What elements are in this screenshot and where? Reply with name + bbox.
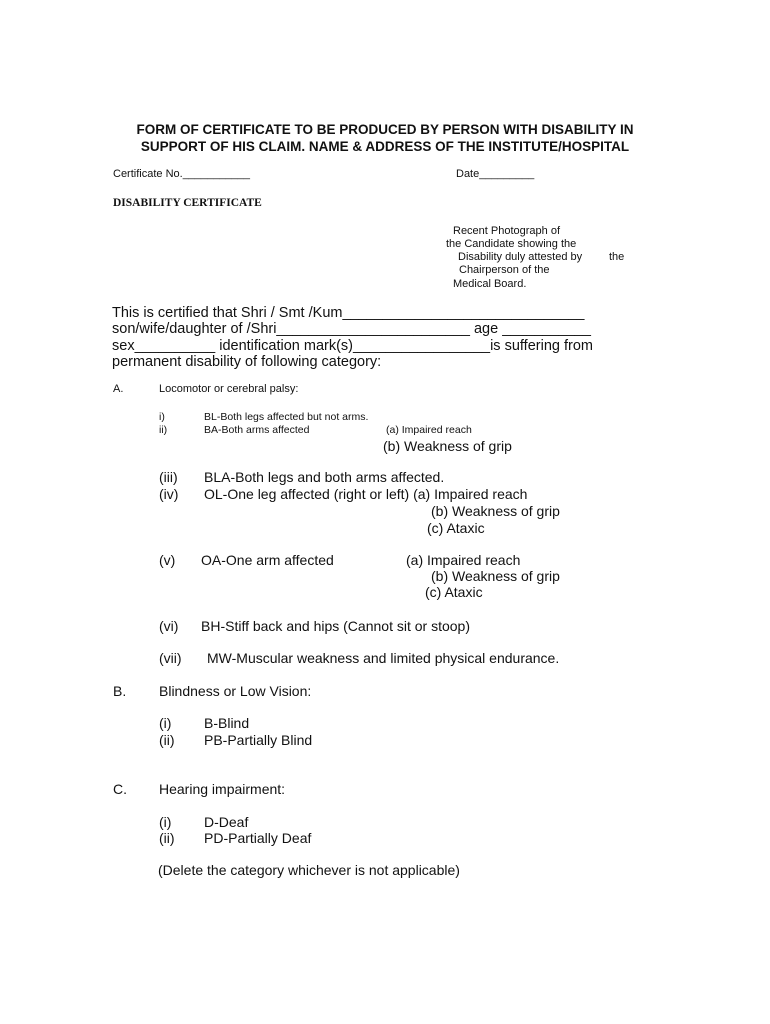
item-a-ii-number: ii) (159, 424, 168, 436)
item-a-v-text: OA-One arm affected (201, 552, 334, 568)
photo-note-line-1: Recent Photograph of (453, 225, 561, 237)
item-b-i-text: B-Blind (204, 715, 250, 731)
date-field: Date_________ (456, 168, 535, 180)
item-b-ii-number: (ii) (159, 732, 175, 748)
intro-line-4: permanent disability of following category: (112, 354, 382, 370)
document-title-line-1: FORM OF CERTIFICATE TO BE PRODUCED BY PERSON WITH DISABILITY IN (136, 122, 634, 137)
item-c-i-number: (i) (159, 814, 172, 830)
item-a-vii-number: (vii) (159, 650, 182, 666)
item-a-i-number: i) (159, 411, 165, 423)
section-c-marker: C. (113, 781, 127, 797)
intro-line-3: sex__________ identification mark(s)_________________is suffering from (112, 338, 593, 354)
item-a-iii-text: BLA-Both legs and both arms affected. (204, 469, 445, 485)
item-a-ii-sub-b: (b) Weakness of grip (383, 438, 512, 454)
item-c-ii-text: PD-Partially Deaf (204, 830, 312, 846)
photo-note-line-2: the Candidate showing the (446, 238, 577, 250)
item-a-i-text: BL-Both legs affected but not arms. (204, 411, 369, 423)
item-a-iv-text: OL-One leg affected (right or left) (a) Impaired reach (204, 486, 528, 502)
item-a-ii-sub-a: (a) Impaired reach (386, 424, 472, 436)
footer-note: (Delete the category whichever is not applicable) (158, 862, 460, 878)
item-a-v-sub-c: (c) Ataxic (425, 584, 483, 600)
section-b-heading: Blindness or Low Vision: (159, 683, 312, 699)
item-a-vi-text: BH-Stiff back and hips (Cannot sit or stoop) (201, 618, 470, 634)
item-a-v-sub-b: (b) Weakness of grip (431, 568, 560, 584)
document-title-line-2: SUPPORT OF HIS CLAIM. NAME & ADDRESS OF THE INSTITUTE/HOSPITAL (140, 139, 630, 154)
section-b-marker: B. (113, 683, 127, 699)
item-c-i-text: D-Deaf (204, 814, 249, 830)
item-c-ii-number: (ii) (159, 830, 175, 846)
item-a-vii-text: MW-Muscular weakness and limited physical endurance. (207, 650, 560, 666)
photo-note-line-3: Disability duly attested by (458, 251, 583, 263)
item-a-iv-sub-b: (b) Weakness of grip (431, 503, 560, 519)
item-a-v-sub-a: (a) Impaired reach (406, 552, 521, 568)
certificate-number-field: Certificate No.___________ (113, 168, 250, 180)
section-a-marker: A. (113, 383, 124, 395)
photo-note-line-4: Chairperson of the (459, 264, 550, 276)
intro-line-2: son/wife/daughter of /Shri________________________ age ___________ (112, 321, 591, 337)
item-b-i-number: (i) (159, 715, 172, 731)
item-b-ii-text: PB-Partially Blind (204, 732, 313, 748)
item-a-vi-number: (vi) (159, 618, 179, 634)
item-a-iv-number: (iv) (159, 486, 179, 502)
item-a-iii-number: (iii) (159, 469, 178, 485)
photo-note-line-5: Medical Board. (453, 278, 527, 290)
certificate-subtitle: DISABILITY CERTIFICATE (113, 197, 262, 209)
item-a-ii-text: BA-Both arms affected (204, 424, 310, 436)
item-a-v-number: (v) (159, 552, 176, 568)
intro-line-1: This is certified that Shri / Smt /Kum______________________________ (112, 305, 585, 321)
photo-note-line-3-tail: the (609, 251, 625, 263)
item-a-iv-sub-c: (c) Ataxic (427, 520, 485, 536)
section-c-heading: Hearing impairment: (159, 781, 286, 797)
section-a-heading: Locomotor or cerebral palsy: (159, 383, 299, 395)
